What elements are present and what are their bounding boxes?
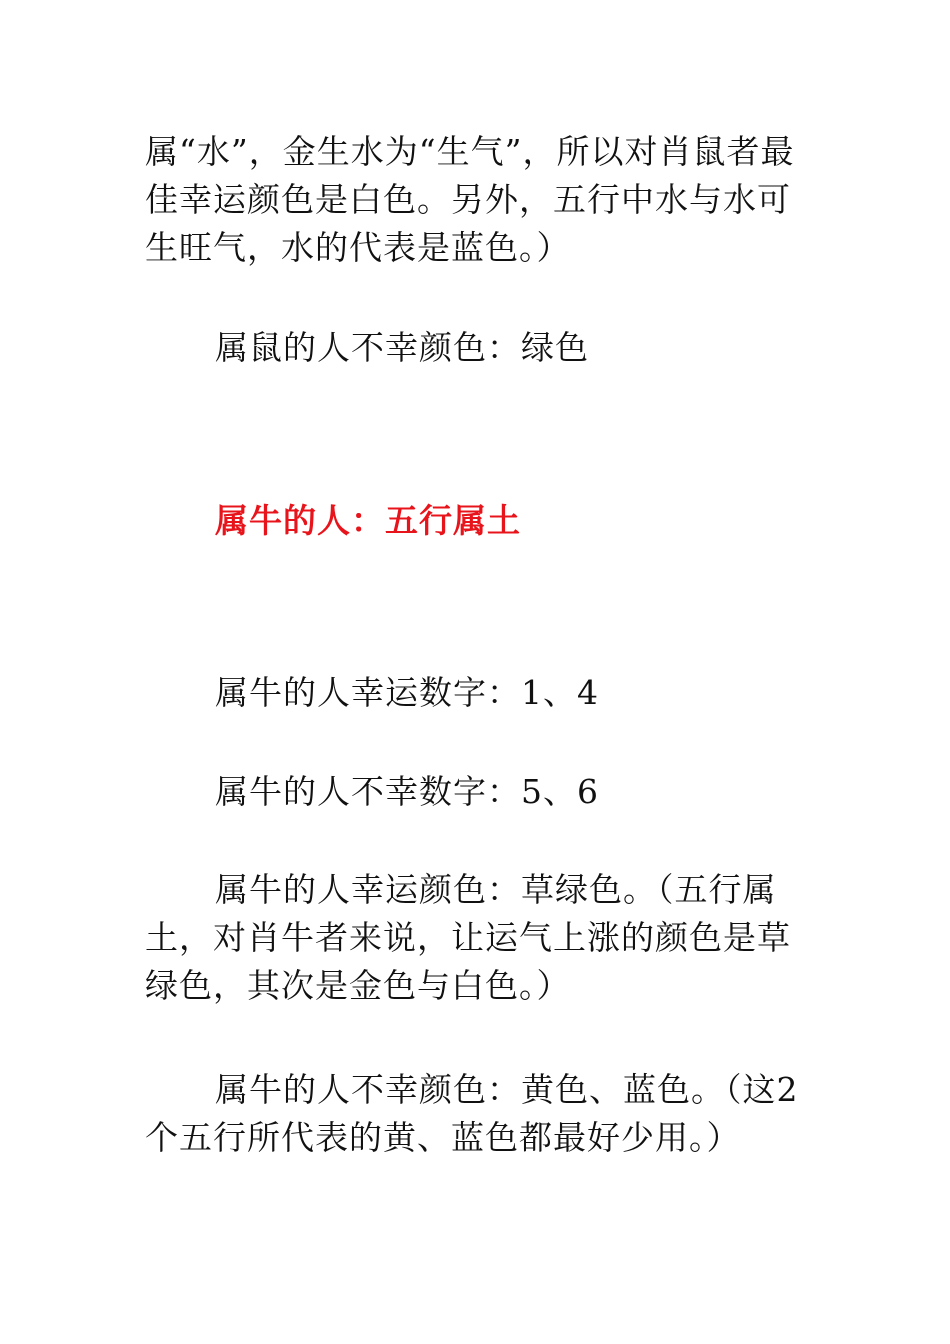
section-heading-ox: 属牛的人：五行属土 bbox=[215, 501, 521, 540]
paragraph-rat-unlucky-color: 属鼠的人不幸颜色：绿色 bbox=[215, 328, 589, 367]
paragraph-ox-lucky-color: 属牛的人幸运颜色：草绿色。（五行属土，对肖牛者来说，让运气上涨的颜色是草绿色，其次是金色与白色。） bbox=[145, 870, 791, 1005]
paragraph-ox-unlucky-numbers: 属牛的人不幸数字：5、6 bbox=[215, 772, 599, 811]
paragraph-ox-unlucky-color: 属牛的人不幸颜色：黄色、蓝色。（这2个五行所代表的黄、蓝色都最好少用。） bbox=[145, 1070, 799, 1157]
paragraph-rat-lucky-color-explanation: 属“水”，金生水为“生气”，所以对肖鼠者最佳幸运颜色是白色。另外，五行中水与水可生旺气，水的代表是蓝色。） bbox=[145, 132, 795, 267]
paragraph-ox-lucky-numbers: 属牛的人幸运数字：1、4 bbox=[215, 673, 599, 712]
